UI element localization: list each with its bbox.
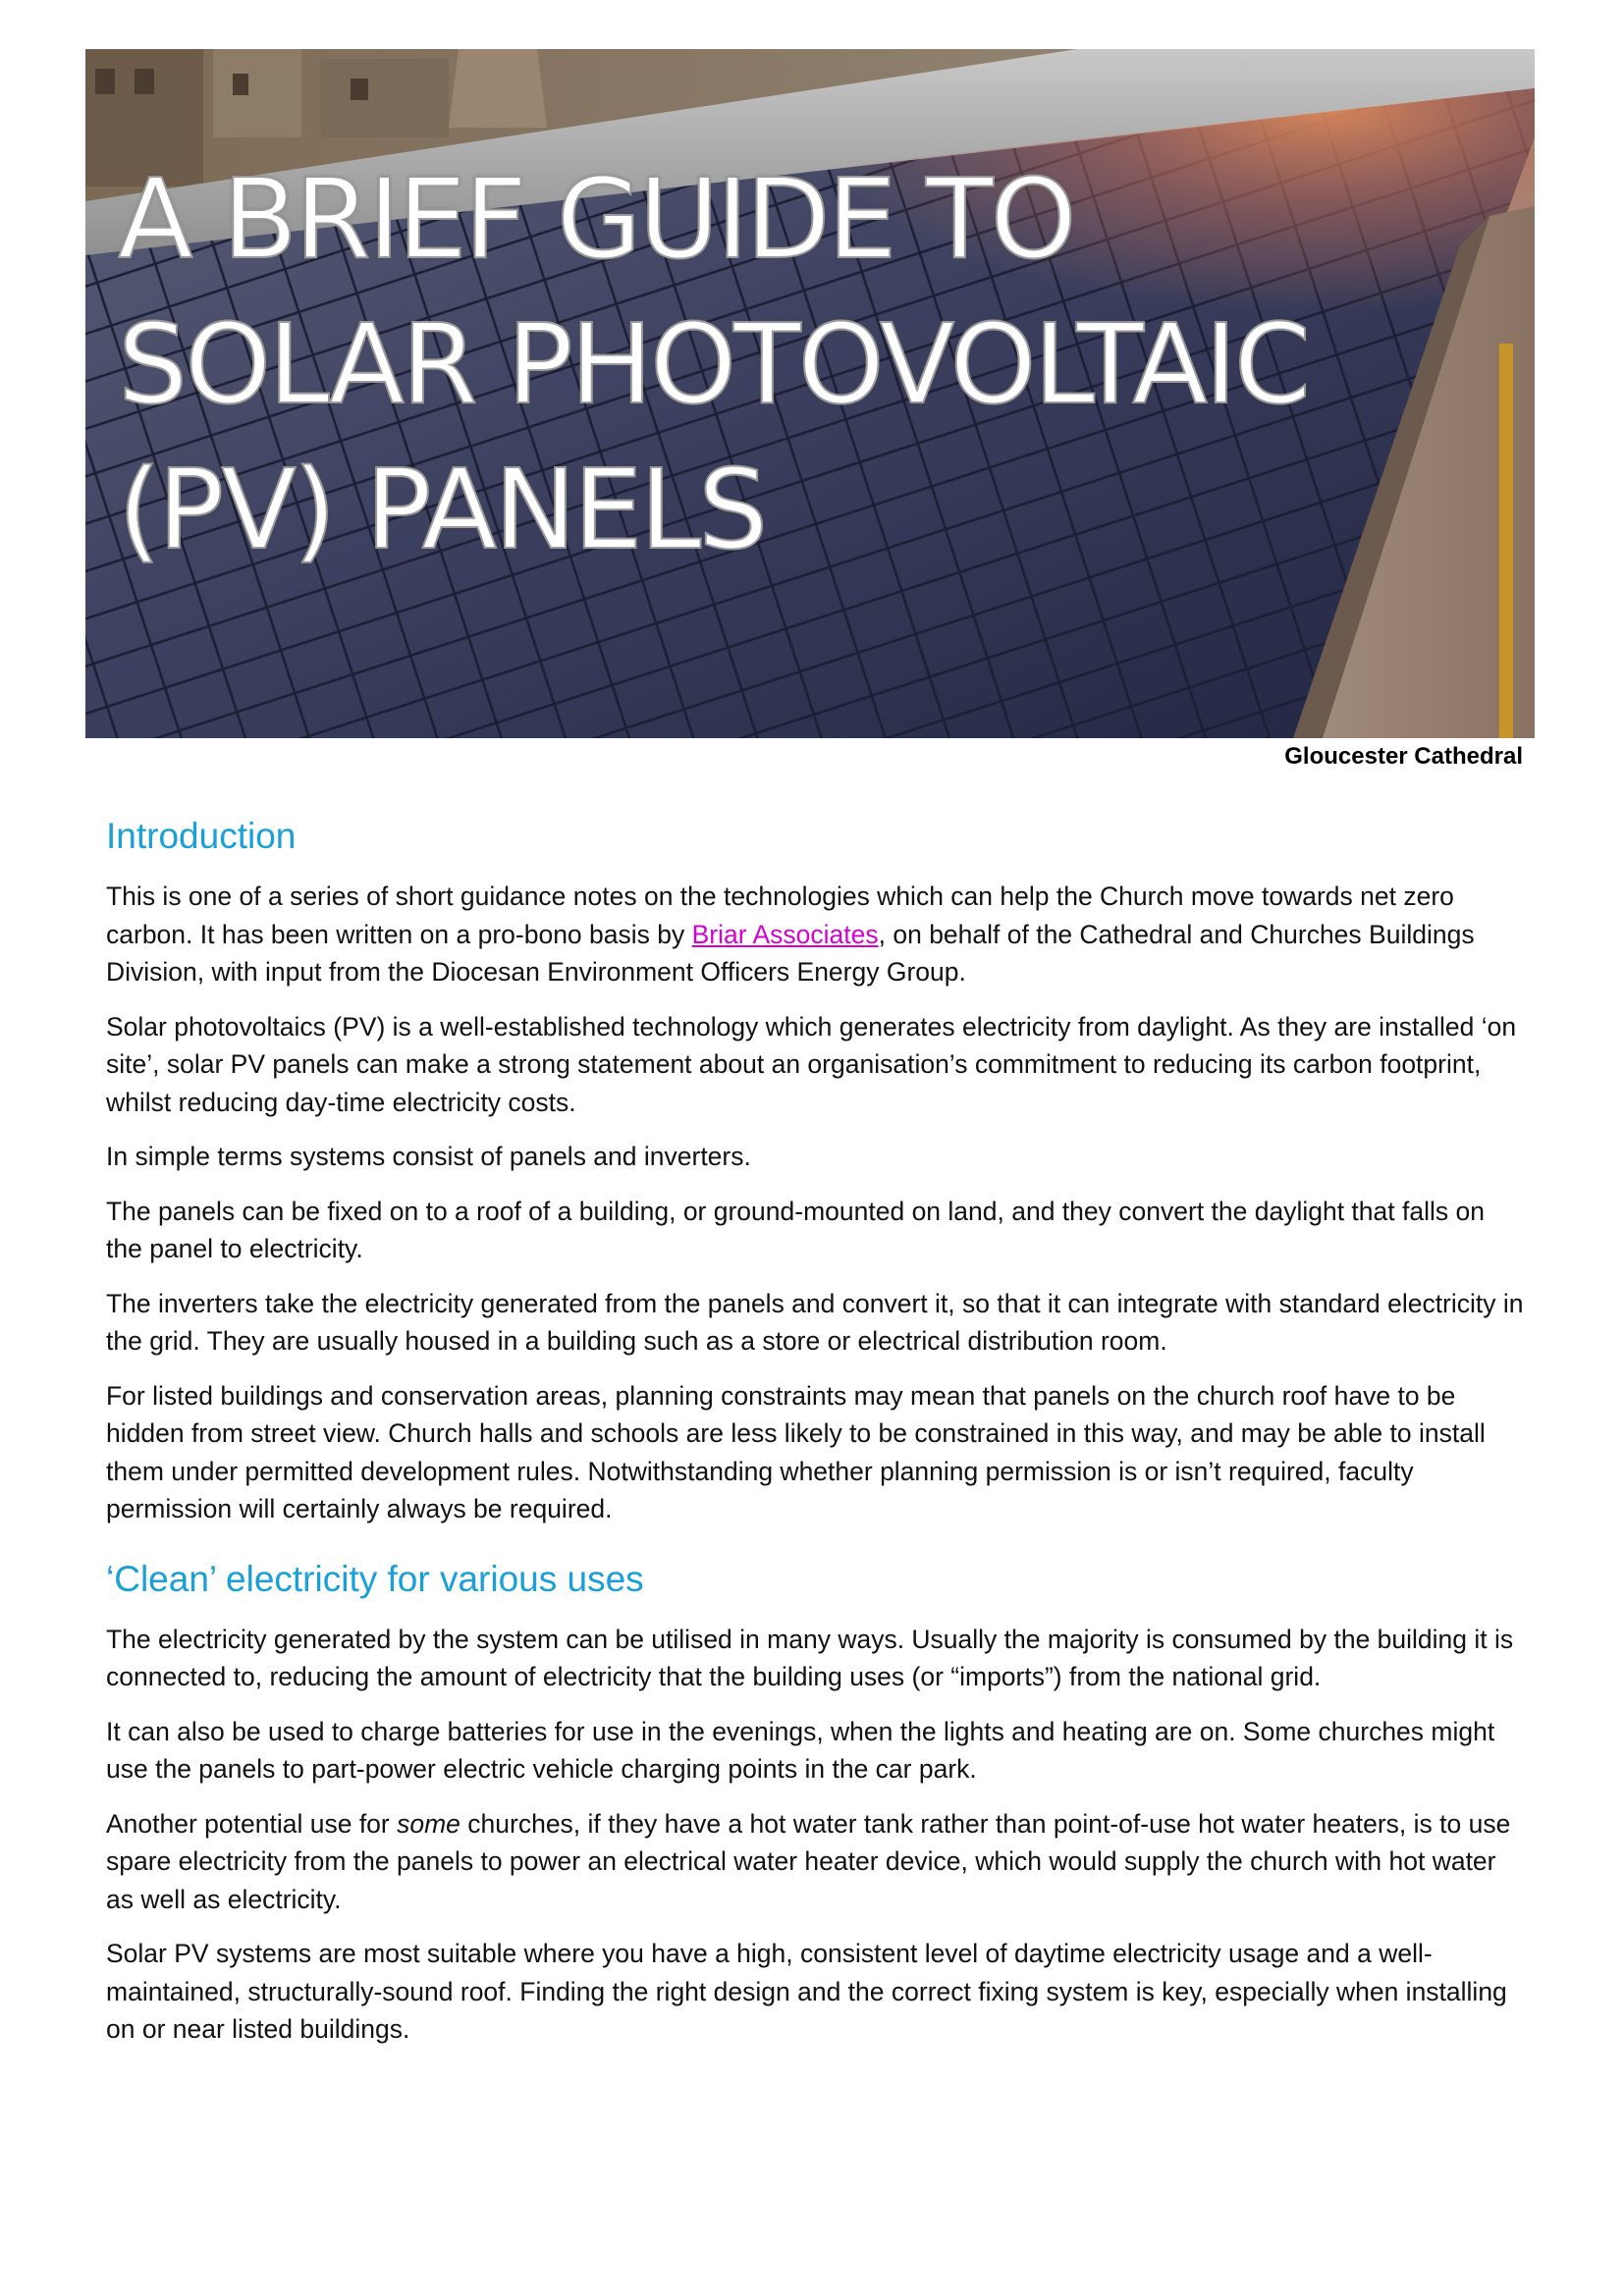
clean-paragraph-3 bbox=[106, 1805, 1528, 1919]
clean-paragraph-1: The electricity generated by the system can be utilised in many ways. Usually the majority is consumed by the building it is connected to, reducing the amount of electricity that the building uses (or “imports”) from the national grid. bbox=[106, 1624, 1514, 1691]
main-content bbox=[106, 803, 1528, 2065]
clean-paragraph-2: It can also be used to charge batteries for use in the evenings, when the lights and heating are on. Some churches might use the panels to part-power electric vehicle charging points in the car park. bbox=[106, 1716, 1495, 1784]
intro-p1-text-b: , on behalf of the Cathedral and Churches Buildings Division, with input from the Diocesan Environment Officers Energy Group. bbox=[106, 919, 1475, 987]
hero-photo bbox=[85, 49, 1535, 738]
intro-paragraph-6: For listed buildings and conservation areas, planning constraints may mean that panels on the church roof have to be hidden from street view. Church halls and schools are less likely to be constrained in this way, and may be able to install them under permitted development rules. Notwithstanding whether planning permission is or isn’t required, faculty permission will certainly always be required. bbox=[106, 1380, 1486, 1523]
intro-paragraph-1 bbox=[106, 878, 1528, 991]
intro-p1-text-a: This is one of a series of short guidance notes on the technologies which can help the Church move towards net zero carbon. It has been written on a pro-bono basis by bbox=[106, 881, 1454, 949]
clean-p3-text-b: churches, if they have a hot water tank rather than point-of-use hot water heaters, is to use spare electricity from the panels to power an electrical water heater device, which would supply the church with hot water as well as electricity. bbox=[106, 1808, 1511, 1914]
hero-title bbox=[118, 147, 1308, 583]
intro-paragraph-4: The panels can be fixed on to a roof of a building, or ground-mounted on land, and they convert the daylight that falls on the panel to electricity. bbox=[106, 1196, 1485, 1263]
photo-caption: Gloucester Cathedral bbox=[1284, 743, 1523, 770]
intro-paragraph-3: In simple terms systems consist of panels and inverters. bbox=[106, 1142, 751, 1171]
hero-title-line-3: (PV) PANELS bbox=[118, 447, 766, 574]
briar-associates-link[interactable]: Briar Associates bbox=[691, 919, 879, 949]
clean-p3-text-a: Another potential use for bbox=[106, 1808, 398, 1839]
clean-paragraph-4: Solar PV systems are most suitable where you have a high, consistent level of daytime electricity usage and a well-maintained, structurally-sound roof. Finding the right design and the correct fixing system is key, especially when installing on or near listed buildings. bbox=[106, 1939, 1507, 2044]
heading-introduction: Introduction bbox=[106, 816, 297, 856]
clean-p3-emphasis: some bbox=[397, 1808, 460, 1839]
intro-paragraph-5: The inverters take the electricity generated from the panels and convert it, so that it can integrate with standard electricity in the grid. They are usually housed in a building such as a store or electrical distribution room. bbox=[106, 1288, 1524, 1356]
heading-clean-electricity: ‘Clean’ electricity for various uses bbox=[106, 1558, 644, 1599]
hero-title-line-1: A BRIEF GUIDE TO bbox=[118, 156, 1074, 284]
intro-paragraph-2: Solar photovoltaics (PV) is a well-established technology which generates electricity from daylight. As they are installed ‘on site’, solar PV panels can make a strong statement about an organisation’s commitment to reducing its carbon footprint, whilst reducing day-time electricity costs. bbox=[106, 1011, 1517, 1117]
hero-title-line-2: SOLAR PHOTOVOLTAIC bbox=[118, 301, 1309, 429]
